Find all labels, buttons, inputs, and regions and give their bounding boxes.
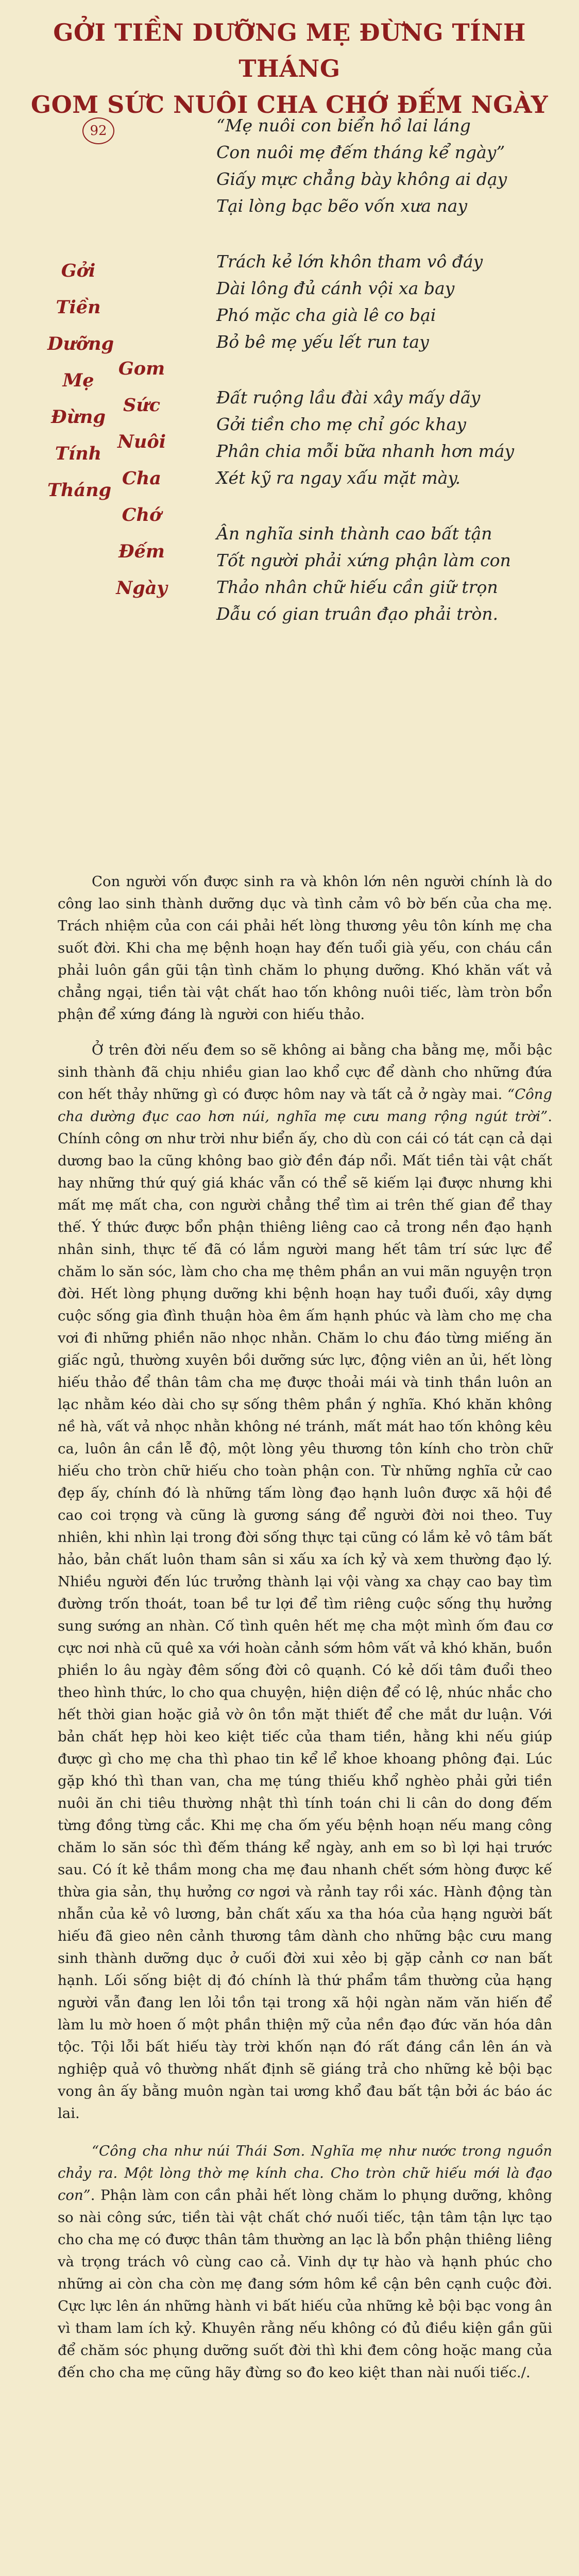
- calligraphy-word: Cha: [122, 468, 161, 489]
- poem-stanza: [216, 248, 567, 355]
- calligraphy-word: Đếm: [118, 541, 165, 562]
- poem-line: Con nuôi mẹ đếm tháng kể ngày”: [216, 142, 505, 162]
- poem-line: Giấy mực chẳng bày không ai dạy: [216, 169, 507, 189]
- calligraphy-word: Nuôi: [117, 431, 166, 452]
- poem-line: Thảo nhân chữ hiếu cần giữ trọn: [216, 577, 498, 597]
- poem: [216, 112, 567, 656]
- poem-stanza: [216, 112, 567, 219]
- poem-stanza: [216, 384, 567, 492]
- page-title: [0, 14, 579, 123]
- calligraphy-word: Đừng: [51, 406, 106, 428]
- poem-line: Tốt người phải xứng phận làm con: [216, 550, 511, 570]
- page-number-badge: 92: [82, 117, 114, 144]
- poem-line: Xét kỹ ra ngay xấu mặt mày.: [216, 468, 461, 488]
- poem-line: Phó mặc cha già lê co bại: [216, 305, 436, 325]
- poem-stanza: [216, 520, 567, 628]
- poem-line: Dài lông đủ cánh vội xa bay: [216, 278, 455, 298]
- poem-line: Ân nghĩa sinh thành cao bất tận: [216, 523, 492, 544]
- paragraph-3: [58, 2140, 552, 2384]
- calligraphy-column-2: [111, 350, 173, 606]
- calligraphy-column-1: [47, 252, 114, 509]
- calligraphy-word: Mẹ: [62, 370, 94, 391]
- poem-line: Đất ruộng lầu đài xây mấy dãy: [216, 387, 481, 408]
- paragraph-2: [58, 1039, 552, 2125]
- calligraphy-word: Chớ: [122, 504, 162, 526]
- poem-line: Tại lòng bạc bẽo vốn xưa nay: [216, 196, 467, 216]
- calligraphy-word: Tháng: [47, 480, 112, 501]
- calligraphy-word: Sức: [123, 395, 161, 416]
- title-line-2: GOM SỨC NUÔI CHA CHỚ ĐẾM NGÀY: [30, 91, 549, 118]
- paragraph-3-quote: “Công cha như núi Thái Sơn. Nghĩa mẹ như nước trong nguồn chảy ra. Một lòng thờ mẹ kính cha. Cho tròn chữ hiếu mới là đạo con”: [58, 2143, 552, 2204]
- poem-line: “Mẹ nuôi con biển hồ lai láng: [216, 115, 471, 135]
- calligraphy-word: Gởi: [61, 260, 96, 281]
- calligraphy-word: Tính: [55, 443, 102, 464]
- poem-line: Trách kẻ lớn khôn tham vô đáy: [216, 251, 483, 272]
- title-line-1: GỞI TIỀN DƯỠNG MẸ ĐỪNG TÍNH THÁNG: [53, 19, 526, 82]
- paragraph-3-rest: . Phận làm con cần phải hết lòng chăm lo phụng dưỡng, không so nài công sức, tiền tài vật chất chớ nuối tiếc, tận tâm tận lực tạo cho cha mẹ có được thân tâm thường an lạc là bổn phận thiêng liêng và trọng trách vô cùng cao cả. Vinh dự tự hào và hạnh phúc cho những ai còn cha còn mẹ đang sớm hôm kề cận bên cạnh cuộc đời. Cực lực lên án những hành vi bất hiếu của những kẻ bội bạc vong ân vì tham lam ích kỷ. Khuyên rằng nếu không có đủ điều kiện gần gũi để chăm sóc phụng dưỡng suốt đời thì khi đem công hoặc mang của đến cho cha mẹ cũng hãy đừng so đo keo kiệt than nài nuối tiếc./.: [58, 2187, 552, 2381]
- poem-line: Bỏ bê mẹ yếu lết run tay: [216, 332, 429, 352]
- calligraphy-word: Dưỡng: [47, 333, 114, 354]
- paragraph-2-rest: . Chính công ơn như trời như biển ấy, cho dù con cái có tát cạn cả dại dương bao la cũng không bao giờ đền đáp nổi. Mất tiền tài vật chất hay những thứ quý giá khác vẫn có thể sẽ kiếm lại được nhưng khi mất mẹ mất cha, con người chẳng thể tìm ai trên thế gian để thay thế. Ý thức được bổn phận thiêng liêng cao cả trong nền đạo hạnh nhân sinh, thực tế đã có lắm người mang hết tâm trí sức lực để chăm lo săn sóc, làm cho cha mẹ thêm phần an vui mãn nguyện trọn đời. Hết lòng phụng dưỡng khi bệnh hoạn hay tuổi đuối, xây dựng cuộc sống gia đình thuận hòa êm ấm hạnh phúc và làm cho mẹ cha vơi đi những phiền não nhọc nhằn. Chăm lo chu đáo từng miếng ăn giấc ngủ, thường xuyên bồi dưỡng sức lực, động viên an ủi, hết lòng hiếu thảo để thân tâm cha mẹ được thoải mái và tinh thần luôn an lạc nhằm kéo dài cho sự sống thêm phần ý nghĩa. Khó khăn không nề hà, vất vả nhọc nhằn không né tránh, mất mát hao tốn không kêu ca, luôn ân cần lễ độ, một lòng yêu thương tôn kính cho tròn chữ hiếu cho tròn chữ hiếu cho toàn phận con. Từ những nghĩa cử cao đẹp ấy, chính đó là những tấm lòng đạo hạnh luôn được xã hội đề cao coi trọng và cũng là gương sáng để người đời noi theo. Tuy nhiên, khi nhìn lại trong đời sống thực tại cũng có lắm kẻ vô tâm bất hảo, bản chất luôn tham sân si xấu xa ích kỷ và xem thường đạo lý. Nhiều người đến lúc trưởng thành lại vội vàng xa chạy cao bay tìm đường trốn thoát, toan bề tư lợi để tìm riêng cuộc sống thụ hưởng sung sướng an nhàn. Cố tình quên hết mẹ cha một mình ốm đau cơ cực nơi nhà cũ quê xa với hoàn cảnh sớm hôm vất vả khó khăn, buồn phiền lo âu ngày đêm sống đời cô quạnh. Có kẻ dối tâm đuổi theo theo hình thức, lo cho qua chuyện, hiện diện để có lệ, nhúc nhắc cho hết thời gian hoặc giả vờ ôn tồn mặt thiết để che mắt dư luận. Với bản chất hẹp hòi keo kiệt tiếc của tham tiền, hằng khi nếu giúp được gì cho mẹ cha thì phao tin kể lể khoe khoang phông đại. Lúc gặp khó thì than van, cha mẹ túng thiếu khổ nghèo phải gửi tiền nuôi ăn chi tiêu thường nhật thì tính toán chi li cân do dong đếm từng đồng từng cắc. Khi mẹ cha ốm yếu bệnh hoạn nếu mang công chăm lo săn sóc thì đếm tháng kể ngày, anh em so bì lợi hại trước sau. Có ít kẻ thầm mong cha mẹ đau nhanh chết sớm hòng được kế thừa gia sản, thụ hưởng cơ ngơi và rảnh tay rồi xác. Hành động tàn nhẫn của kẻ vô lương, bản chất xấu xa tha hóa của hạng người bất hiếu đã gieo nên cảnh thương tâm dành cho những bậc cưu mang sinh thành dưỡng dục ở cuối đời xui xẻo bị gặp cảnh cơ nan bất hạnh. Lối sống biệt dị đó chính là thứ phẩm tầm thường của hạng người vẫn đang len lỏi tồn tại trong xã hội ngàn năm văn hiến để làm lu mờ hoen ố một phần thiện mỹ của nền đạo đức văn hóa dân tộc. Tội lỗi bất hiếu tày trời khốn nạn đó rất đáng cần lên án và nghiệp quả vô thường nhất định sẽ giáng trả cho những kẻ bội bạc vong ân ấy bằng muôn ngàn tai ương khổ đau bất tận bởi ác báo ác lai.: [58, 1108, 552, 2122]
- poem-line: Dẫu có gian truân đạo phải tròn.: [216, 604, 498, 624]
- calligraphy-word: Tiền: [56, 297, 101, 318]
- paragraph-1: Con người vốn được sinh ra và khôn lớn nên người chính là do công lao sinh thành dưỡng dục và tình cảm vô bờ bến của cha mẹ. Trách nhiệm của con cái phải hết lòng thương yêu tôn kính mẹ cha suốt đời. Khi cha mẹ bệnh hoạn hay đến tuổi già yếu, con cháu cần phải luôn gần gũi tận tình chăm lo phụng dưỡng. Khó khăn vất vả chẳng ngại, tiền tài vật chất hao tốn không nuôi tiếc, làm tròn bổn phận để xứng đáng là người con hiếu thảo.: [58, 873, 552, 1023]
- calligraphy-word: Ngày: [116, 578, 167, 599]
- calligraphy-word: Gom: [118, 358, 165, 379]
- paragraph-2-quote: “Công cha dường đục cao hơn núi, nghĩa mẹ cưu mang rộng ngút trời”: [58, 1086, 552, 1125]
- article-body: [58, 871, 552, 2397]
- poem-line: Gởi tiền cho mẹ chỉ góc khay: [216, 414, 466, 434]
- paragraph-2-lead: Ở trên đời nếu đem so sẽ không ai bằng cha bằng mẹ, mỗi bậc sinh thành đã chịu nhiều gian lao khổ cực để dành cho những đứa con hết thảy những gì có được hôm nay và tất cả ở ngày mai.: [58, 1042, 552, 1103]
- poem-line: Phân chia mỗi bữa nhanh hơn máy: [216, 441, 515, 461]
